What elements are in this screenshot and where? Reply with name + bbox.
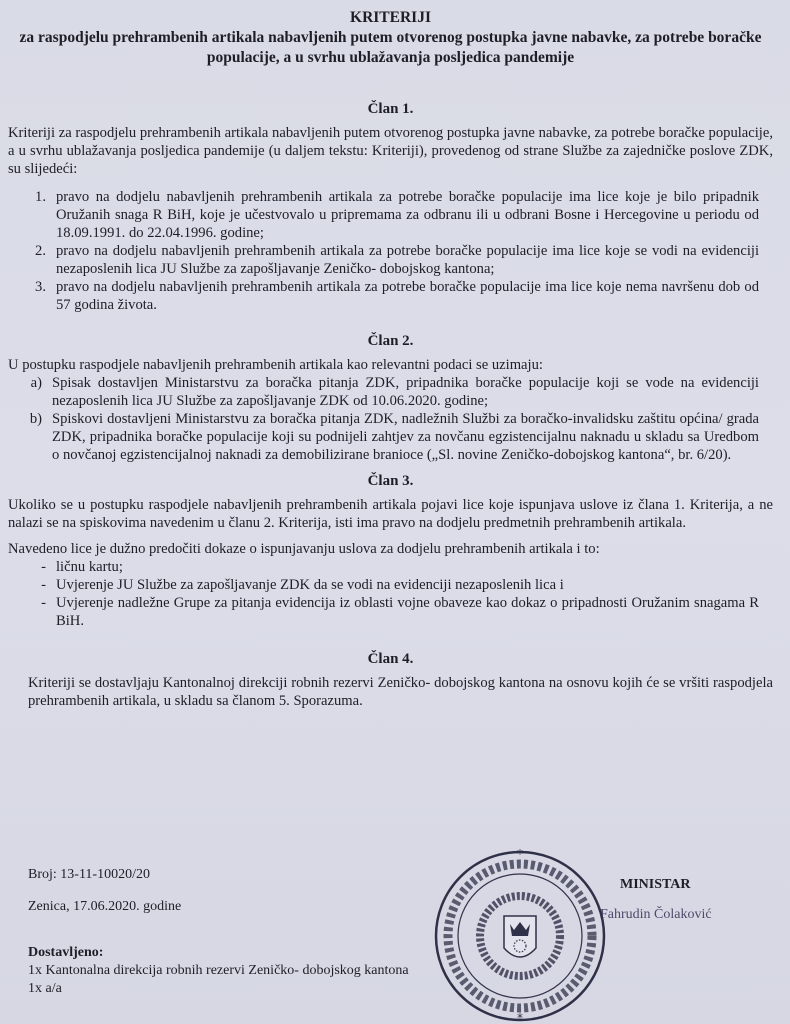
list-item: - ličnu kartu; — [41, 559, 123, 575]
svg-text:*: * — [517, 848, 523, 861]
list-item: - Uvjerenje JU Službe za zapošljavanje ZDK da se vodi na evidenciji nezaposlenih lica i — [41, 577, 564, 593]
clan-3-list — [18, 558, 759, 630]
date: Zenica, 17.06.2020. godine — [28, 899, 182, 914]
clan-4-text: Kriteriji se dostavljaju Kantonalnoj direkciji robnih rezervi Zeničko- dobojskog kantona na osnovu kojih će se vršiti raspodjela prehrambenih artikala, u skladu sa članom 5. Sporazuma. — [28, 675, 773, 709]
list-item: - Uvjerenje nadležne Grupe za pitanja evidencija iz oblasti vojne obaveze kao dokaz o pripadnosti Oružanim snagama R BiH. — [41, 595, 759, 629]
clan-2-list — [14, 374, 759, 464]
clan-3-heading: Član 3. — [367, 473, 414, 489]
list-item: 3. pravo na dodjelu nabavljenih prehrambenih artikala za potrebe boračke populacije ima lice koje nema navršenu dob od 57 godina života. — [35, 279, 759, 313]
broj: Broj: 13-11-10020/20 — [28, 867, 150, 882]
official-stamp — [430, 848, 610, 1024]
signature-block — [600, 876, 712, 924]
clan-3-paragraph-2: Navedeno lice je dužno predočiti dokaze o ispunjavanju uslova za dodjelu prehrambenih artikala i to: — [8, 541, 600, 557]
clan-3-paragraph-1: Ukoliko se u postupku raspodjele nabavljenih prehrambenih artikala pojavi lice koje ispunjava uslove iz člana 1. Kriterija, a ne nalazi se na spiskovima navedenim u članu 2. Kriterija, isti ima pravo na dodjelu predmetnih prehrambenih artikala. — [8, 497, 773, 531]
signature-role: MINISTAR — [620, 877, 691, 892]
list-item: b) Spiskovi dostavljeni Ministarstvu za boračka pitanja ZDK, nadležnih Službi za boračko-invalidsku zaštitu općina/ grada ZDK, pripadnika boračke populacije koji su podnijeli zahtjev za novčanu egzistencijalnu naknadu u skladu sa Uredbom o novčanoj egzistencijalnoj naknadi za demobilizirane branioce („Sl. novine Zeničko-dobojskog kantona“, br. 6/20). — [29, 411, 759, 463]
document-title: KRITERIJI — [350, 9, 431, 26]
dostavljeno-item: 1x Kantonalna direkcija robnih rezervi Zeničko- dobojskog kantona — [28, 963, 409, 978]
clan-4-heading: Član 4. — [367, 651, 414, 667]
list-item: 1. pravo na dodjelu nabavljenih prehrambenih artikala za potrebe boračke populacije ima lice koje je bilo pripadnik Oružanih snaga R BiH, koje je učestvovalo u pripremama za odbranu ili u odbrani Bosne i Hercegovine u periodu od 18.09.1991. do 22.04.1996. godine; — [35, 189, 759, 241]
clan-1-intro: Kriteriji za raspodjelu prehrambenih artikala nabavljenih putem otvorenog postupka javne nabavke, za potrebe boračke populacije, a u svrhu ublažavanja posljedica pandemije (u daljem tekstu: Kriteriji), provedenog od strane Službe za zajedničke poslove ZDK, su slijedeći: — [8, 125, 773, 177]
list-item: 2. pravo na dodjelu nabavljenih prehrambenih artikala za potrebe boračke populacije ima lice koje se vodi na evidenciji nezaposlenih lica JU Službe za zapošljavanje Zeničko- dobojskog kantona; — [35, 243, 759, 277]
svg-text:*: * — [517, 1011, 523, 1024]
document-subtitle: za raspodjelu prehrambenih artikala nabavljenih putem otvorenog postupka javne nabavke, za potrebe boračke populacije, a u svrhu ublažavanja posljedica pandemije — [19, 29, 762, 66]
clan-2-heading: Član 2. — [367, 333, 414, 349]
clan-2-intro: U postupku raspodjele nabavljenih prehrambenih artikala kao relevantni podaci se uzimaju: — [8, 357, 543, 373]
document-footer — [28, 866, 409, 998]
dostavljeno-item: 1x a/a — [28, 981, 62, 996]
document-page — [8, 8, 773, 710]
clan-1-list — [18, 188, 759, 314]
list-item: a) Spisak dostavljen Ministarstvu za boračka pitanja ZDK, pripadnika boračke populacije koji se vode na evidenciji nezaposlenih lica JU Službe za zapošljavanje ZDK od 10.06.2020. godine; — [30, 375, 759, 409]
signature-name: Fahrudin Čolaković — [600, 907, 712, 922]
dostavljeno-label: Dostavljeno: — [28, 945, 104, 960]
clan-1-heading: Član 1. — [367, 101, 414, 117]
